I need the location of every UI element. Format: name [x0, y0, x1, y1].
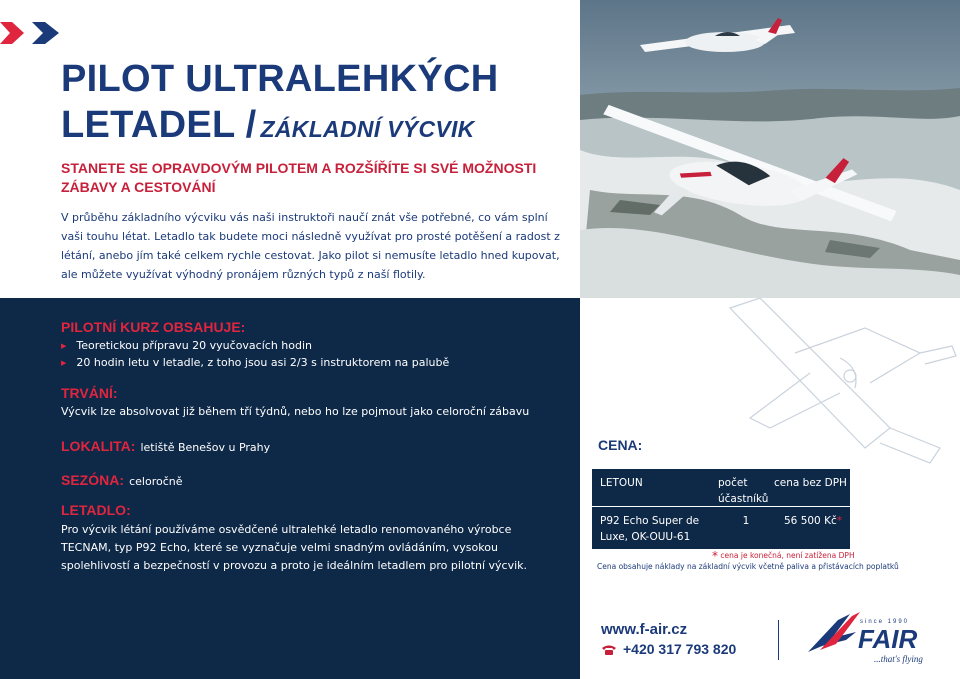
- logo-name-text: FAIR: [858, 624, 918, 654]
- page-title: [61, 56, 498, 152]
- price-value: 56 500 Kč: [784, 515, 837, 527]
- course-item: [61, 339, 312, 352]
- course-item-text: 20 hodin letu v letadle, z toho jsou asi 2/3 s instruktorem na palubě: [76, 356, 450, 369]
- price-includes-note: Cena obsahuje náklady na základní výcvik včetně paliva a přistávacích poplatků: [597, 562, 899, 571]
- red-chevron-icon: [0, 22, 26, 44]
- aircraft-heading: LETADLO:: [61, 502, 131, 518]
- title-subtitle: ZÁKLADNÍ VÝCVIK: [260, 116, 475, 142]
- fair-logo: [808, 610, 943, 668]
- price-cell: [774, 513, 850, 549]
- phone-number[interactable]: [601, 641, 736, 657]
- column-header: počet účastníků: [718, 477, 769, 505]
- aircraft-photo: [580, 0, 960, 298]
- website-link[interactable]: www.f-air.cz: [601, 621, 688, 638]
- logo-since-text: since 1990: [860, 619, 910, 625]
- aircraft-cell: P92 Echo Super de Luxe, OK-OUU-61: [600, 515, 700, 543]
- title-line-1: PILOT ULTRALEHKÝCH: [61, 58, 499, 100]
- phone-icon: [601, 644, 617, 656]
- price-heading: CENA:: [598, 437, 643, 453]
- table-row: [592, 507, 850, 549]
- participants-cell: 1: [742, 515, 750, 527]
- intro-paragraph: V průběhu základního výcviku vás naši instruktoři naučí znát vše potřebné, co vám splní vaši touhu létat. Letadlo tak budete moci následně využívat pro prosté potěšení a radost z létání, anebo jím také celkem rychle cestovat. Jako pilot si nemusíte letadlo hned kupovat, ale můžete využívat výhodný pronájem různých typů z naší flotily.: [61, 211, 560, 281]
- season-value: celoročně: [129, 475, 183, 488]
- title-line-2: LETADEL /: [61, 104, 257, 146]
- price-note: [712, 549, 855, 563]
- plane-outline-illustration: [690, 298, 960, 468]
- contact-divider: [778, 620, 779, 660]
- location-value: letiště Benešov u Prahy: [140, 441, 271, 454]
- tagline: STANETE SE OPRAVDOVÝM PILOTEM A ROZŠÍŘÍTE SI SVÉ MOŽNOSTI ZÁBAVY A CESTOVÁNÍ: [61, 160, 537, 195]
- duration-heading: TRVÁNÍ:: [61, 385, 118, 401]
- bullet-icon: ▶: [61, 359, 67, 367]
- season-label: SEZÓNA:: [61, 472, 124, 488]
- column-header: cena bez DPH: [774, 477, 847, 489]
- course-item: [61, 356, 449, 369]
- location-label: LOKALITA:: [61, 438, 136, 454]
- bullet-icon: ▶: [61, 342, 67, 350]
- phone-text: +420 317 793 820: [623, 641, 737, 657]
- duration-text: Výcvik lze absolvovat již během tří týdnů, nebo ho lze pojmout jako celoroční zábavu: [61, 405, 530, 418]
- aircraft-text-line: spolehlivostí a bezpečností v provozu a proto je ideálním letadlem pro pilotní výcvik.: [61, 559, 528, 572]
- aircraft-text-line: Pro výcvik létání používáme osvědčené ultralehké letadlo renomovaného výrobce: [61, 523, 512, 536]
- navy-chevron-icon: [32, 22, 60, 44]
- note-asterisk: *: [712, 549, 718, 563]
- course-heading: PILOTNÍ KURZ OBSAHUJE:: [61, 319, 246, 335]
- note-text: cena je konečná, není zatížena DPH: [720, 551, 855, 560]
- price-table: [592, 469, 850, 549]
- price-asterisk: *: [836, 515, 842, 527]
- column-header: LETOUN: [600, 477, 643, 489]
- location-line: [61, 436, 270, 455]
- logo-slogan-text: ...that's flying: [874, 654, 923, 664]
- aircraft-text-line: TECNAM, typ P92 Echo, které se vyznačuje velmi snadným ovládáním, vysokou: [61, 541, 498, 554]
- price-table-header: [592, 469, 850, 507]
- season-line: [61, 470, 183, 489]
- course-item-text: Teoretickou přípravu 20 vyučovacích hodin: [76, 339, 313, 352]
